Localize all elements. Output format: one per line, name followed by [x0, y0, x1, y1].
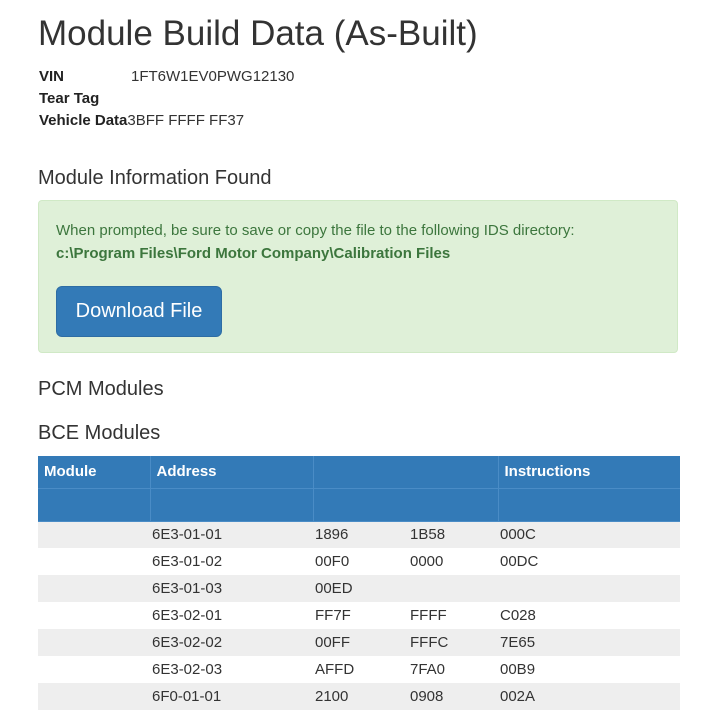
table-header-row	[38, 456, 680, 488]
table-row	[38, 683, 680, 710]
tear-tag-row	[39, 88, 294, 110]
address-cell: 6E3-01-03	[152, 580, 223, 597]
header-instructions: Instructions	[498, 456, 680, 488]
value-cell: 2100	[315, 688, 349, 705]
module-cell	[38, 683, 150, 710]
value-cell: FF7F	[315, 607, 351, 624]
table-row	[38, 521, 680, 548]
vehicle-data-value: 3BFF FFFF FF37	[127, 112, 245, 129]
instructions-cell: 7E65	[500, 634, 536, 651]
module-cell	[38, 521, 150, 548]
module-cell	[38, 575, 150, 602]
value-cell: 1896	[315, 526, 349, 544]
value-cell: 0908	[410, 688, 444, 705]
tear-tag-label: Tear Tag	[39, 90, 100, 107]
instructions-cell: 000C	[500, 526, 536, 544]
instructions-cell: 00DC	[500, 553, 539, 570]
vehicle-details	[39, 66, 294, 132]
instructions-cell: 00B9	[500, 661, 536, 678]
header-blank	[313, 456, 498, 488]
address-cell: 6F0-01-01	[152, 688, 222, 705]
module-info-heading: Module Information Found	[38, 167, 272, 189]
vin-label: VIN	[39, 68, 65, 85]
subheader-cell	[38, 488, 150, 521]
bce-modules-table	[38, 456, 680, 710]
address-cell: 6E3-02-02	[152, 634, 223, 651]
instructions-cell: 002A	[500, 688, 536, 705]
table-row	[38, 602, 680, 629]
address-cell: 6E3-02-01	[152, 607, 223, 624]
table-row	[38, 629, 680, 656]
module-cell	[38, 656, 150, 683]
module-cell	[38, 548, 150, 575]
page-title: Module Build Data (As-Built)	[38, 14, 478, 53]
value-cell: FFFC	[410, 634, 449, 651]
table-row	[38, 548, 680, 575]
alert-message: When prompted, be sure to save or copy the file to the following IDS directory:	[56, 222, 575, 239]
vehicle-data-row	[39, 110, 294, 132]
module-cell	[38, 629, 150, 656]
subheader-cell	[498, 488, 680, 521]
value-cell: 00FF	[315, 634, 351, 651]
ids-directory-path: c:\Program Files\Ford Motor Company\Calibration Files	[56, 245, 451, 262]
address-cell: 6E3-02-03	[152, 661, 223, 678]
value-cell: AFFD	[315, 661, 355, 678]
subheader-cell	[150, 488, 313, 521]
vehicle-data-label: Vehicle Data	[39, 112, 128, 129]
vin-row	[39, 66, 294, 88]
vin-value: 1FT6W1EV0PWG12130	[131, 68, 295, 85]
module-cell	[38, 602, 150, 629]
header-address: Address	[150, 456, 313, 488]
table-row	[38, 656, 680, 683]
subheader-cell	[313, 488, 498, 521]
pcm-modules-heading: PCM Modules	[38, 378, 164, 400]
value-cell: FFFF	[410, 607, 447, 624]
header-module: Module	[38, 456, 150, 488]
instructions-cell: C028	[500, 607, 536, 624]
alert-message-block	[56, 219, 575, 265]
address-cell: 6E3-01-02	[152, 553, 223, 570]
value-cell: 1B58	[410, 526, 446, 544]
value-cell: 00F0	[315, 553, 350, 570]
instructions-cell	[498, 575, 680, 602]
address-cell: 6E3-01-01	[152, 526, 223, 544]
value-cell: 7FA0	[410, 661, 446, 678]
success-alert	[38, 200, 678, 353]
table-subheader-row	[38, 488, 680, 521]
value-cell	[408, 575, 498, 602]
bce-modules-heading: BCE Modules	[38, 422, 161, 444]
value-cell: 00ED	[315, 580, 353, 597]
table-row	[38, 575, 680, 602]
value-cell: 0000	[410, 553, 444, 570]
download-file-button[interactable]: Download File	[56, 286, 222, 337]
